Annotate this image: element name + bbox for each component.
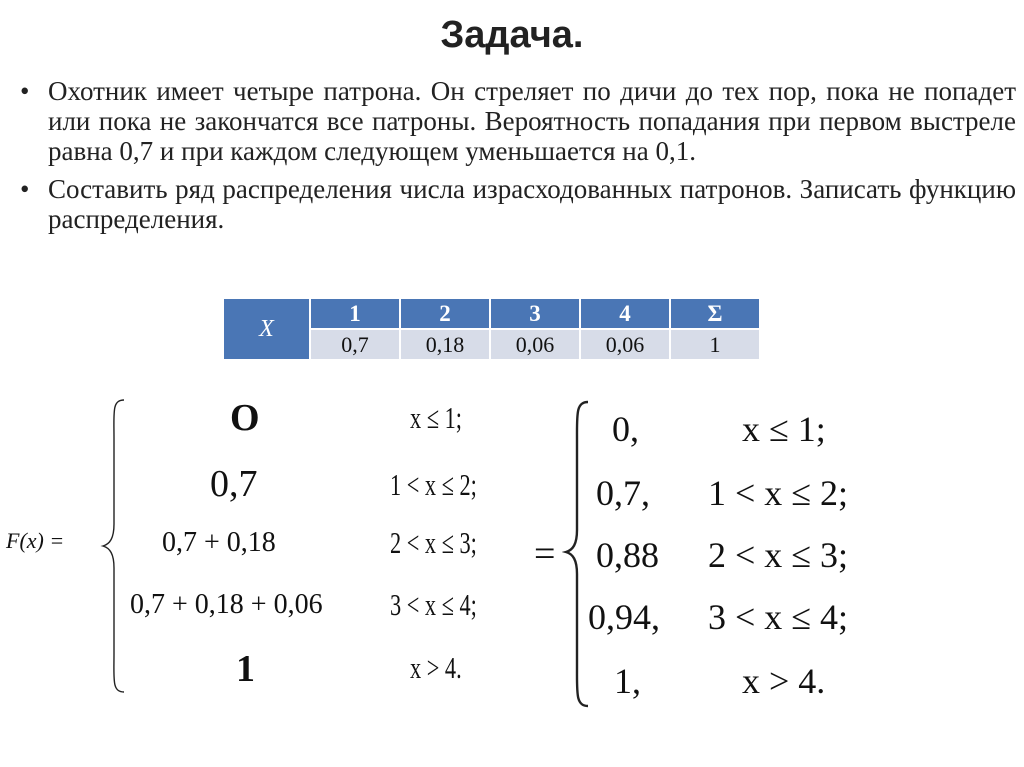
left-case-condition-1: x ≤ 1; (410, 400, 462, 435)
bullet-marker: • (20, 174, 30, 204)
bullet-text: Составить ряд распределения числа израсходованных патронов. Записать функцию распределения. (48, 174, 1016, 234)
table-header-cell: 3 (490, 298, 580, 329)
table-value-cell: 0,18 (400, 329, 490, 360)
bullet-marker: • (20, 76, 30, 106)
table-value-cell: 0,06 (490, 329, 580, 360)
table-x-label: X (223, 298, 310, 360)
left-case-condition-3: 2 < x ≤ 3; (390, 525, 477, 560)
right-case-condition-4: 3 < x ≤ 4; (708, 597, 849, 637)
left-brace (100, 398, 130, 694)
bullet-item-problem (20, 76, 1016, 166)
right-case-condition-3: 2 < x ≤ 3; (708, 535, 849, 575)
table-header-cell-sum: Σ (670, 298, 760, 329)
left-case-condition-2: 1 < x ≤ 2; (390, 467, 477, 502)
table-value-cell-sum: 1 (670, 329, 760, 360)
bullet-list (20, 76, 1016, 242)
slide-title: Задача. (440, 14, 584, 56)
right-case-value-2: 0,7, (596, 473, 650, 513)
table-value-cell: 0,7 (310, 329, 400, 360)
left-case-value-5: 1 (236, 648, 255, 690)
right-case-value-1: 0, (612, 409, 639, 449)
table-header-row (223, 298, 760, 329)
right-case-condition-2: 1 < x ≤ 2; (708, 473, 849, 513)
right-brace (562, 400, 594, 708)
right-case-value-5: 1, (614, 661, 641, 701)
equals-sign: = (534, 533, 556, 575)
right-case-value-3: 0,88 (596, 535, 659, 575)
right-case-condition-1: x ≤ 1; (742, 409, 826, 449)
right-case-value-4: 0,94, (588, 597, 660, 637)
bullet-item-task (20, 174, 1016, 234)
table-header-cell: 1 (310, 298, 400, 329)
left-case-value-2: 0,7 (210, 463, 258, 505)
bullet-text: Охотник имеет четыре патрона. Он стреляет по дичи до тех пор, пока не попадет или пока не закончатся все патроны. Вероятность попадания при первом выстреле равна 0,7 и при каждом следующем уменьшается на 0,1. (48, 76, 1016, 166)
distribution-table (222, 297, 761, 361)
left-case-value-3: 0,7 + 0,18 (162, 527, 276, 558)
left-case-condition-4: 3 < x ≤ 4; (390, 587, 477, 622)
left-case-value-4: 0,7 + 0,18 + 0,06 (130, 589, 323, 620)
right-case-condition-5: x > 4. (742, 661, 826, 701)
table-header-cell: 2 (400, 298, 490, 329)
table-header-cell: 4 (580, 298, 670, 329)
table-value-cell: 0,06 (580, 329, 670, 360)
function-lhs: F(x) = (6, 528, 65, 553)
left-case-condition-5: x > 4. (410, 650, 462, 685)
left-case-value-1: O (230, 397, 260, 439)
